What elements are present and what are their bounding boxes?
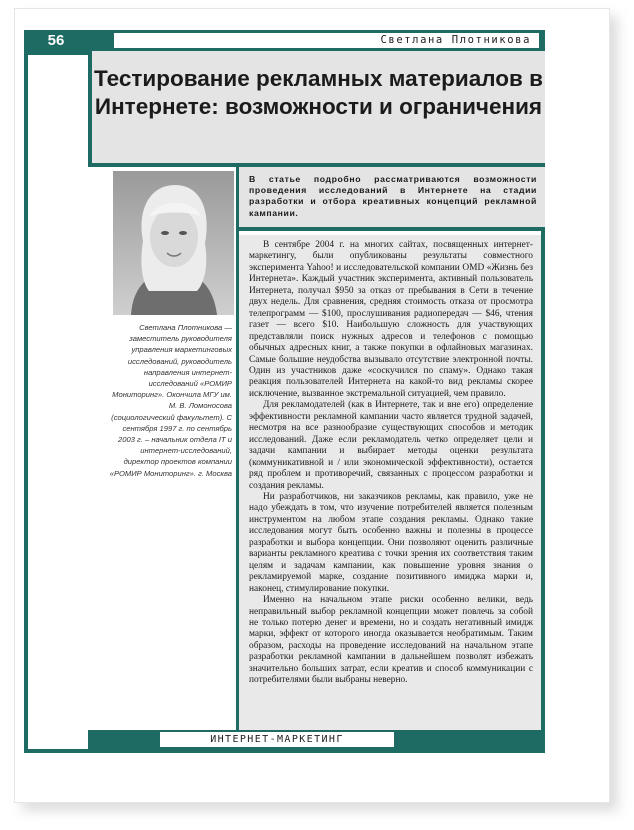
body-paragraph: Именно на начальном этапе риски особенно велики, ведь неправильный выбор рекламной концепции может повлечь за собой не только потерю денег и времени, но и создать негативный имидж марки, эффект от которого иногда оказывается необратимым. Таким образом, расходы на проведение исследований на начальном этапе разработки рекламной кампании в дальнейшем позволят избежать значительно больших затрат, если креатив и способ коммуникации с потребителями были выбраны неверно.: [249, 595, 533, 686]
section-rubric: ИНТЕРНЕТ-МАРКЕТИНГ: [160, 732, 394, 747]
header-bar: [24, 30, 545, 51]
article-title: Тестирование рекламных материалов в Интернете: возможности и ограничения: [94, 66, 543, 119]
running-author: Светлана Плотникова: [114, 33, 539, 48]
lead-panel: [239, 167, 545, 231]
article-body: [249, 240, 533, 687]
article-lead: В статье подробно рассматриваются возможности проведения исследований в Интернете на стадии разработки и отбора креативных концепций рекламной кампании.: [249, 174, 537, 218]
article-body-panel: [239, 235, 541, 745]
title-panel: [88, 51, 545, 167]
body-paragraph: Для рекламодателей (как в Интернете, так и вне его) определение эффективности рекламной кампании часто является трудной задачей, несмотря на все разнообразие существующих способов и методик исследований. Даже если рекламодатель четко определяет цели и задачи кампании и выбирает методы оценки результата (коммуникативной и / или экономической эффективности), остается ряд проблем и противоречий, связанных с процессом разработки и создания рекламы.: [249, 400, 533, 491]
author-caption: Светлана Плотникова — заместитель руководителя управления маркетинговых исследований, руководитель направления интернет-исследований «РОМИР Мониторинг». Окончила МГУ им. М. В. Ломоносова (социологический факультет). С сентября 1997 г. по сентябрь 2003 г. – начальник отдела IT и интернет-исследований, директор проектов компании «РОМИР Мониторинг». г. Москва: [109, 323, 232, 478]
page-number: 56: [47, 32, 65, 49]
body-paragraph: Ни разработчиков, ни заказчиков рекламы, как правило, уже не надо убеждать в том, что изучение потребителей является полезным инструментом на любом этапе создания рекламы. Однако такие исследования могут быть особенно важны и полезны в процессе разработки и выбора концепции. Они позволяют оценить различные варианты рекламного креатива с точки зрения их соответствия таким целям и задачам кампании, как повышение уровня знания о рекламируемой марке, создание позитивного имиджа марки и, наконец, стимулирование покупки.: [249, 491, 533, 594]
author-photo-icon: [113, 171, 234, 315]
author-photo: [113, 171, 234, 315]
body-paragraph: В сентябре 2004 г. на многих сайтах, посвященных интернет-маркетингу, были опубликованы результаты совместного эксперимента Yahoo! и исследовательской компании OMD «Жизнь без Интернета». Каждый участник эксперимента, активный пользователь Интернета, получал $950 за отказ от пребывания в Сети в течение двух недель. Для сравнения, средняя стоимость отказа от просмотра телепрограмм — $100, прослушивания радиопередач — $46, чтения газет — всего $10. Наибольшую сложность для участвующих представляли поиск нужных адресов и телефонов с помощью обычных адресных книг, а также покупки в офлайновых магазинах. Самые большие неудобства вызывало отсутствие электронной почты. Один из участников даже «соскучился по спаму». Однако такая реакция пользователей Интернета на какой-то вид рекламы скорее исключение, вызванное экстремальной ситуацией, чем правило.: [249, 240, 533, 399]
